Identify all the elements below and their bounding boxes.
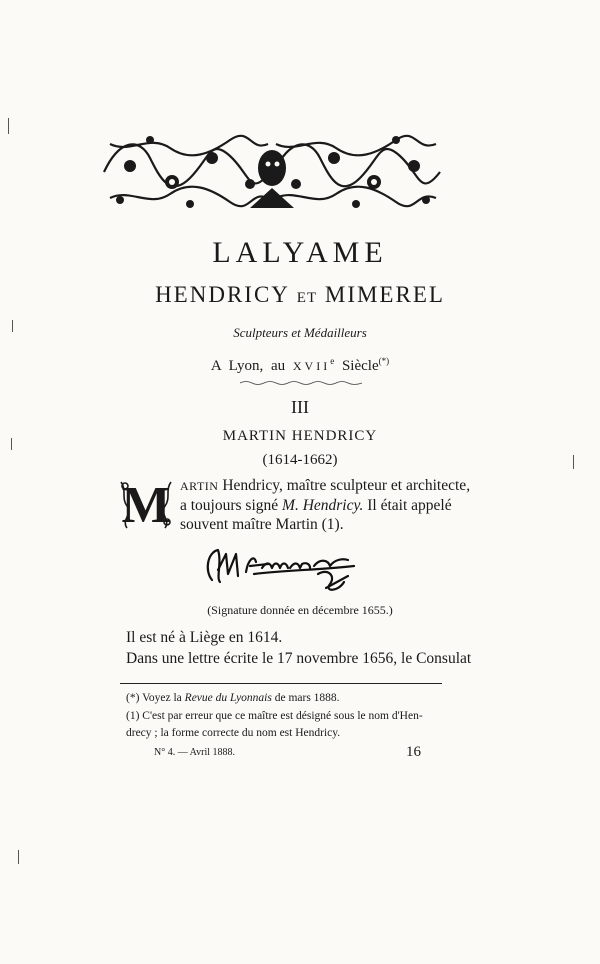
line2-a: a toujours signé bbox=[180, 497, 283, 514]
page-title: LALYAME bbox=[212, 236, 388, 269]
footnote-2-line-2: drecy ; la forme correcte du nom est Hendricy. bbox=[126, 727, 341, 739]
place-line bbox=[0, 356, 600, 375]
century-numeral: XVII bbox=[292, 359, 331, 373]
page-subtitle bbox=[0, 282, 600, 308]
subtitle-part2: MIMEREL bbox=[324, 282, 445, 307]
paragraph-line-3: souvent maître Martin (1). bbox=[180, 516, 344, 533]
page-number: 16 bbox=[406, 744, 421, 760]
signature-caption: (Signature donnée en décembre 1655.) bbox=[207, 603, 393, 617]
section-number: III bbox=[291, 397, 309, 417]
section-dates: (1614-1662) bbox=[262, 452, 338, 468]
footnote-1 bbox=[126, 692, 340, 704]
line2-italic: M. Hendricy. bbox=[282, 497, 364, 514]
footnote-rule bbox=[120, 683, 442, 684]
handwritten-signature bbox=[198, 540, 363, 600]
margin-mark bbox=[8, 118, 9, 134]
note-mark: (*) bbox=[378, 356, 390, 366]
section-name: MARTIN HENDRICY bbox=[222, 428, 378, 444]
subtitle-connector: ET bbox=[296, 290, 318, 306]
line2-b: Il était appelé bbox=[363, 497, 452, 514]
margin-mark bbox=[18, 850, 19, 864]
paragraph-line-2 bbox=[116, 496, 452, 515]
footnote-2-line-1: (1) C'est par erreur que ce maître est désigné sous le nom d'Hen- bbox=[126, 710, 423, 722]
place-prefix: A Lyon, au bbox=[210, 358, 293, 374]
place-suffix: Siècle bbox=[334, 358, 379, 374]
decorative-separator bbox=[238, 380, 364, 386]
note1-suffix: de mars 1888. bbox=[271, 692, 340, 704]
dropcap-letter: M bbox=[121, 477, 171, 532]
ornamental-headband bbox=[100, 128, 444, 214]
note1-italic: Revue du Lyonnais bbox=[184, 692, 272, 704]
issue-line: N° 4. — Avril 1888. bbox=[154, 747, 236, 758]
line1-rest: Hendricy, maître sculpteur et architecte, bbox=[218, 477, 471, 494]
body-line-2: Dans une lettre écrite le 17 novembre 1656, le Consulat bbox=[126, 650, 472, 667]
century-suffix: e bbox=[330, 356, 335, 366]
profession-line: Sculpteurs et Médailleurs bbox=[233, 325, 367, 340]
note1-prefix: (*) Voyez la bbox=[126, 692, 185, 704]
first-word-smallcaps: ARTIN bbox=[180, 479, 219, 493]
subtitle-part1: HENDRICY bbox=[155, 282, 290, 307]
opening-paragraph bbox=[116, 476, 471, 534]
paragraph-line-1 bbox=[116, 476, 471, 496]
body-line-1: Il est né à Liège en 1614. bbox=[126, 629, 283, 646]
